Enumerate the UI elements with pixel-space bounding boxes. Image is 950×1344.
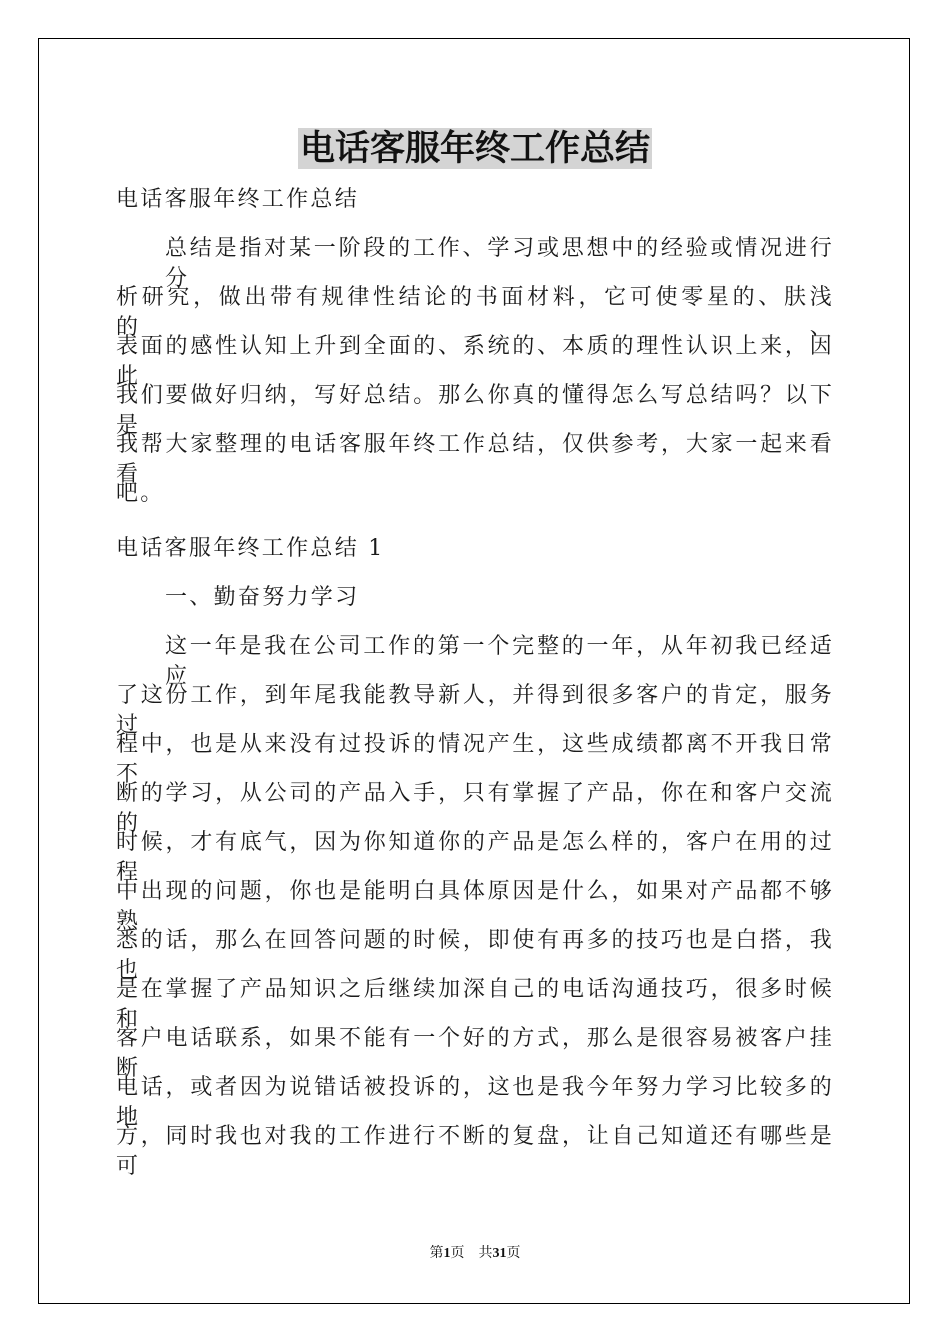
paragraph-line: 中出现的问题，你也是能明白具体原因是什么，如果对产品都不够熟 (116, 879, 834, 934)
paragraph-line: 时候，才有底气，因为你知道你的产品是怎么样的，客户在用的过程 (116, 830, 834, 885)
total-suffix: 页 (506, 1246, 521, 1261)
document-title (0, 126, 950, 172)
total-prefix: 共 (478, 1246, 493, 1261)
paragraph-line: 表面的感性认知上升到全面的、系统的、本质的理性认识上来，因此 (116, 334, 834, 389)
page-footer (0, 1244, 950, 1264)
page-total: 31 (492, 1246, 507, 1261)
page-current: 1 (443, 1246, 451, 1261)
title-highlight: 电话客服年终工作总结 (299, 128, 650, 169)
paragraph-line: 断的学习，从公司的产品入手，只有掌握了产品，你在和客户交流的 (116, 781, 834, 836)
paragraph-line: 方，同时我也对我的工作进行不断的复盘，让自己知道还有哪些是可 (116, 1124, 834, 1179)
paragraph-line: 是在掌握了产品知识之后继续加深自己的电话沟通技巧，很多时候和 (116, 977, 834, 1032)
paragraph-line: 吧。 (116, 481, 165, 506)
paragraph-line: 了这份工作，到年尾我能教导新人，并得到很多客户的肯定，服务过 (116, 683, 834, 738)
paragraph-line: 我们要做好归纳，写好总结。那么你真的懂得怎么写总结吗？以下是 (116, 383, 834, 438)
page-prefix: 第 (429, 1246, 444, 1261)
section-heading: 电话客服年终工作总结 1 (116, 536, 385, 561)
paragraph-line: 我帮大家整理的电话客服年终工作总结，仅供参考，大家一起来看看 (116, 432, 834, 487)
paragraph-line: 总结是指对某一阶段的工作、学习或思想中的经验或情况进行分 (165, 236, 834, 291)
paragraph-line: 析研究，做出带有规律性结论的书面材料，它可使零星的、肤浅的、 (116, 285, 834, 340)
paragraph-line: 电话，或者因为说错话被投诉的，这也是我今年努力学习比较多的地 (116, 1075, 834, 1130)
paragraph-line: 这一年是我在公司工作的第一个完整的一年，从年初我已经适应 (165, 634, 834, 689)
paragraph-line: 程中，也是从来没有过投诉的情况产生，这些成绩都离不开我日常不 (116, 732, 834, 787)
page-suffix: 页 (450, 1246, 465, 1261)
subtitle-line: 电话客服年终工作总结 (116, 187, 360, 212)
subsection-heading: 一、勤奋努力学习 (165, 585, 360, 610)
paragraph-line: 客户电话联系，如果不能有一个好的方式，那么是很容易被客户挂断 (116, 1026, 834, 1081)
paragraph-line: 悉的话，那么在回答问题的时候，即使有再多的技巧也是白搭，我也 (116, 928, 834, 983)
